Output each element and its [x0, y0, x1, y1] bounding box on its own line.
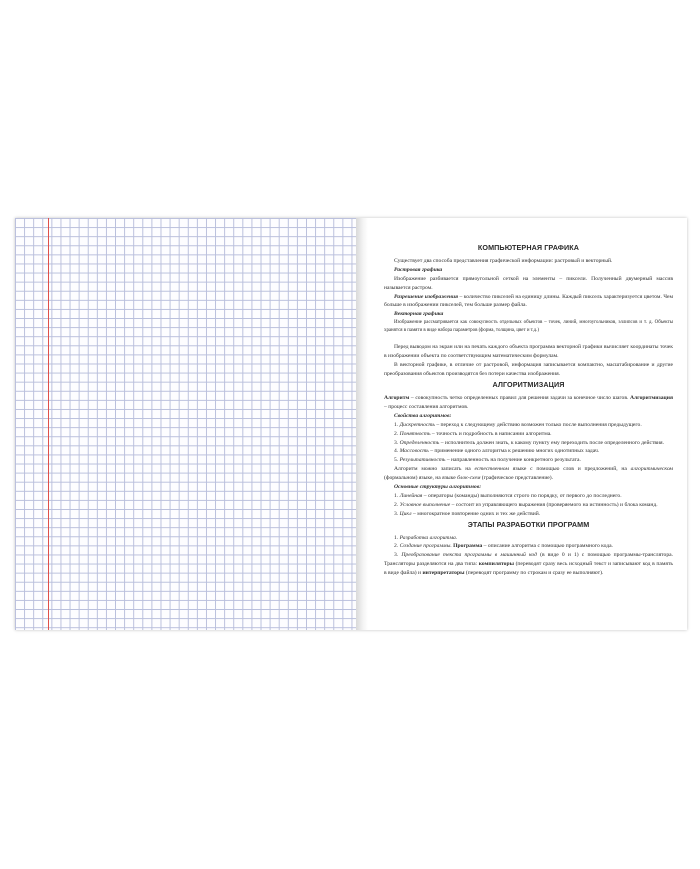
resolution-text: – количество пикселей на единицу длины. Каждый пиксель характеризуется цветом. Чем больше в изображении пикселей, тем больше размер файла.: [384, 293, 673, 309]
notation-text: Алгоритм можно записать на: [394, 466, 475, 473]
structure-number: 1.: [394, 492, 400, 499]
property-item: [384, 421, 673, 430]
stage-item: [384, 551, 673, 578]
notation-term: естественном: [474, 466, 509, 473]
section-heading-program-stages: ЭТАПЫ РАЗРАБОТКИ ПРОГРАММ: [467, 519, 590, 529]
property-text: – применение одного алгоритма к решению многих однотипных задач.: [428, 448, 600, 455]
property-text: – точность и подробность в написании алгоритма.: [430, 430, 552, 437]
structure-number: 3.: [394, 510, 400, 517]
property-text: – направленность на получение конкретного результата.: [445, 457, 581, 464]
property-text: – переход к следующему действию возможен только после выполнения предыдущего.: [434, 421, 642, 428]
structure-text: – многократное повторение одних и тех же действий.: [411, 510, 541, 517]
stage-text: (в виде 0 и 1) с помощью программы-транслятора. Трансляторы разделяются на два типа:: [384, 552, 673, 568]
property-term: Дискретность: [399, 421, 435, 428]
resolution-term: Разрешение изображения: [394, 293, 459, 300]
vector-output-text: Перед выводом на экран или на печать каждого объекта программа векторной графики вычисляет координаты точек в изображении объекта по соответствующим математическим формулам.: [384, 344, 673, 360]
vector-heading: Векторная графика: [394, 311, 444, 318]
property-number: 2.: [394, 430, 400, 437]
interpreters-term: интерпретаторы: [422, 570, 465, 577]
graphics-intro: Существует два способа представления графической информации: растровый и векторный.: [394, 257, 613, 264]
notation-text: (графическое представление).: [480, 475, 554, 482]
property-number: 4.: [394, 448, 400, 455]
notation-term: алгоритмическом: [630, 466, 673, 473]
structure-term: Условное выполнение: [399, 501, 451, 508]
stage-text: (переводят программу по строкам и сразу ее выполняют).: [464, 570, 604, 577]
property-term: Понятность: [399, 430, 431, 437]
raster-heading: Растровая графика: [394, 266, 443, 273]
compilers-term: компиляторы: [478, 561, 514, 568]
vector-text: Изображение рассматривается как совокупность отдельных объектов – точек, линий, многоугольников, эллипсов и т. д. Объекты хранятся в памяти в виде набора параметров (форма, толщина, цвет и т.д.): [384, 320, 673, 333]
notation-text: языке с помощью слов и предложений, на: [508, 466, 631, 473]
property-term: Результативность: [399, 457, 446, 464]
structure-item: [384, 501, 673, 510]
stage-text: (переводят сразу весь исходный текст и записывают код в память в виде файла) и: [384, 561, 673, 577]
algorithm-text: – совокупность четко определенных правил для решения задачи за конечное число шагов.: [409, 394, 630, 401]
spacer: [384, 334, 673, 343]
notebook-spread: [15, 218, 687, 630]
property-text: – исполнитель должен знать, к какому пункту ему переходить после определенного действия.: [439, 439, 665, 446]
stage-term: Создание программы.: [399, 543, 452, 550]
program-term: Программа: [451, 543, 483, 550]
property-item: [384, 430, 673, 439]
structure-item: [384, 492, 673, 501]
margin-line: [48, 218, 49, 630]
notebook-spine: [356, 218, 368, 630]
stage-text: – описание алгоритма с помощью программного кода.: [482, 543, 613, 550]
vector-compare-text: В векторной графике, в отличие от растровой, информация записывается компактно, масштабирование и другие преобразования объектов производятся без потери качества изображения.: [384, 362, 673, 378]
algorithm-definition: [384, 394, 673, 412]
reference-page: [368, 218, 687, 630]
structure-term: Цикл: [399, 510, 412, 517]
grid-page: [15, 218, 357, 630]
property-term: Определенность: [399, 439, 440, 446]
structure-number: 2.: [394, 501, 400, 508]
property-term: Массовость: [399, 448, 429, 455]
section-heading-algorithmization: АЛГОРИТМИЗАЦИЯ: [492, 380, 565, 390]
notation-term: блок-схем: [457, 475, 481, 482]
stage-item: [384, 542, 673, 551]
structure-item: [384, 510, 673, 519]
property-item: [384, 456, 673, 465]
structure-text: – операторы (команды) выполняются строго по порядку, от первого до последнего.: [422, 492, 622, 499]
algorithmization-term: Алгоритмизация: [629, 394, 673, 401]
stage-number: 1.: [394, 534, 400, 541]
property-number: 3.: [394, 439, 400, 446]
property-item: [384, 447, 673, 456]
algorithmization-text: – процесс составления алгоритмов.: [384, 403, 469, 410]
structure-text: – состоит из управляющего выражения (проверяемого на истинность) и блока команд.: [450, 501, 658, 508]
stage-term: Преобразование текста программы в машинный код: [401, 552, 537, 559]
stage-number: 2.: [394, 543, 400, 550]
stage-item: [384, 534, 673, 543]
property-number: 1.: [394, 421, 400, 428]
stage-term: Разработка алгоритма.: [399, 534, 458, 541]
raster-text: Изображение разбивается прямоугольной сеткой на элементы – пиксели. Полученный двумерный массив называется растром.: [384, 275, 673, 291]
section-heading-graphics: КОМПЬЮТЕРНАЯ ГРАФИКА: [477, 243, 580, 252]
property-number: 5.: [394, 457, 400, 464]
structures-heading: Основные структуры алгоритмов:: [394, 484, 482, 491]
notation-text: (формальном) языке, на языке: [384, 475, 458, 482]
stage-number: 3.: [394, 552, 402, 559]
properties-heading: Свойства алгоритмов:: [394, 412, 452, 419]
resolution-paragraph: [384, 293, 673, 311]
algorithm-term: Алгоритм: [384, 394, 410, 401]
property-item: [384, 439, 673, 448]
structure-term: Линейная: [399, 492, 423, 499]
notation-paragraph: [384, 465, 673, 483]
